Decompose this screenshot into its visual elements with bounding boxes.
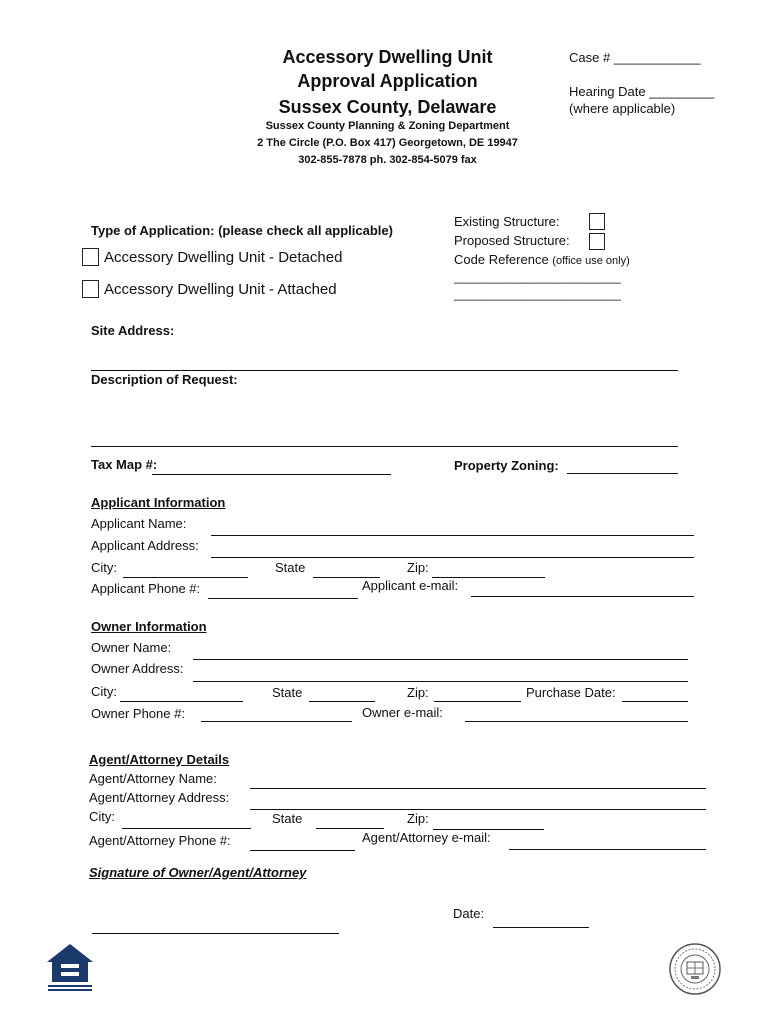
agent-state-label: State [272,811,303,826]
agent-city-label: City: [89,809,115,824]
site-address-line[interactable] [91,370,678,371]
property-zoning-line[interactable] [567,473,678,474]
signature-date-label: Date: [453,906,485,921]
agent-email-label: Agent/Attorney e-mail: [362,830,491,845]
department-phone: 302-855-7878 ph. 302-854-5079 fax [298,154,477,166]
agent-address-label: Agent/Attorney Address: [89,790,230,805]
description-line[interactable] [91,446,678,447]
applicant-email-line[interactable] [471,596,694,597]
signature-date-line[interactable] [493,927,589,928]
signature-line[interactable] [92,933,339,934]
agent-phone-line[interactable] [250,850,355,851]
owner-name-label: Owner Name: [91,640,172,655]
applicant-city-line[interactable] [123,577,248,578]
office-use-note: (office use only) [552,255,630,267]
owner-state-line[interactable] [309,701,375,702]
owner-purchase-date-line[interactable] [622,701,688,702]
form-title-line3: Sussex County, Delaware [278,97,497,117]
applicant-heading: Applicant Information [91,495,226,510]
form-title-line1: Accessory Dwelling Unit [282,47,493,67]
department-address: 2 The Circle (P.O. Box 417) Georgetown, DE 19947 [257,137,518,149]
tax-map-line[interactable] [152,474,391,475]
existing-structure-label: Existing Structure: [454,214,560,229]
owner-address-label: Owner Address: [91,661,184,676]
applicant-city-label: City: [91,560,117,575]
applicant-phone-label: Applicant Phone #: [91,581,201,596]
applicant-email-label: Applicant e-mail: [362,578,459,593]
owner-city-line[interactable] [120,701,243,702]
proposed-structure-checkbox[interactable] [589,233,605,250]
applicant-state-label: State [275,560,306,575]
tax-map-label: Tax Map #: [91,457,158,472]
agent-address-line[interactable] [250,809,706,810]
description-label: Description of Request: [91,372,238,387]
hearing-date-note: (where applicable) [569,101,676,116]
owner-email-label: Owner e-mail: [362,705,443,720]
case-number-field[interactable]: Case # ____________ [569,50,701,65]
code-reference-row [454,252,630,269]
owner-name-line[interactable] [193,659,688,660]
agent-heading: Agent/Attorney Details [89,752,230,767]
applicant-address-label: Applicant Address: [91,538,199,553]
signature-heading: Signature of Owner/Agent/Attorney [89,865,307,880]
department-name: Sussex County Planning & Zoning Department [265,120,510,132]
form-title-line2: Approval Application [297,71,478,91]
agent-city-line[interactable] [122,828,251,829]
owner-purchase-date-label: Purchase Date: [526,685,616,700]
owner-address-line[interactable] [193,681,688,682]
applicant-name-label: Applicant Name: [91,516,187,531]
agent-name-line[interactable] [250,788,706,789]
owner-state-label: State [272,685,303,700]
applicant-address-line[interactable] [211,557,694,558]
owner-phone-label: Owner Phone #: [91,706,185,721]
application-type-label: Type of Application: (please check all applicable) [91,223,393,238]
county-seal-icon [668,942,722,996]
agent-state-line[interactable] [316,828,384,829]
owner-phone-line[interactable] [201,721,352,722]
owner-heading: Owner Information [91,619,207,634]
proposed-structure-label: Proposed Structure: [454,233,570,248]
applicant-name-line[interactable] [211,535,694,536]
existing-structure-checkbox[interactable] [589,213,605,230]
code-reference-label: Code Reference [454,252,549,267]
owner-zip-line[interactable] [434,701,521,702]
detached-option-label: Accessory Dwelling Unit - Detached [104,249,343,266]
code-reference-line-1[interactable]: _________________________ [454,270,621,284]
hearing-date-field[interactable]: Hearing Date _________ [569,84,715,99]
attached-option-label: Accessory Dwelling Unit - Attached [104,281,337,298]
owner-city-label: City: [91,684,117,699]
agent-phone-label: Agent/Attorney Phone #: [89,833,231,848]
owner-zip-label: Zip: [407,685,429,700]
equal-housing-logo-icon [45,942,95,994]
applicant-zip-label: Zip: [407,560,429,575]
agent-email-line[interactable] [509,849,706,850]
site-address-label: Site Address: [91,323,175,338]
agent-name-label: Agent/Attorney Name: [89,771,217,786]
applicant-phone-line[interactable] [208,598,358,599]
property-zoning-label: Property Zoning: [454,458,559,473]
code-reference-line-2[interactable]: _________________________ [454,287,621,301]
detached-checkbox[interactable] [82,248,99,266]
owner-email-line[interactable] [465,721,688,722]
agent-zip-label: Zip: [407,811,429,826]
attached-checkbox[interactable] [82,280,99,298]
